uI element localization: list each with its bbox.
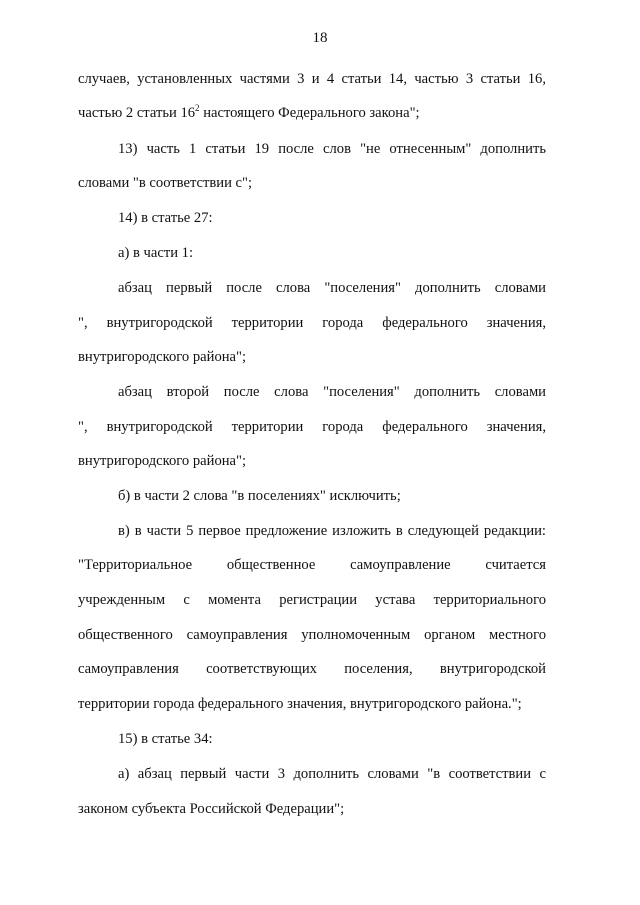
superscript: 2 (195, 103, 200, 114)
text-line: "Территориальное общественное самоуправление считается (78, 557, 546, 573)
text-line: 14) в статье 27: (118, 210, 213, 226)
text-line: абзац первый после слова "поселения" дополнить словами (118, 280, 546, 296)
text-line: случаев, установленных частями 3 и 4 статьи 14, частью 3 статьи 16, (78, 71, 546, 87)
text-line: общественного самоуправления уполномоченным органом местного (78, 627, 546, 643)
text-line: внутригородского района"; (78, 349, 247, 365)
text-line: б) в части 2 слова "в поселениях" исключить; (118, 488, 401, 504)
text-line: законом субъекта Российской Федерации"; (78, 801, 345, 817)
text-line: ", внутригородской территории города федерального значения, (78, 315, 546, 331)
text-line: территории города федерального значения, внутригородского района."; (78, 696, 522, 712)
text-line-part: настоящего Федерального закона"; (199, 105, 420, 121)
text-line: учрежденным с момента регистрации устава территориального (78, 592, 546, 608)
text-line: в) в части 5 первое предложение изложить в следующей редакции: (118, 523, 546, 539)
text-line: а) в части 1: (118, 245, 194, 261)
text-line (78, 104, 546, 122)
text-line: а) абзац первый части 3 дополнить словами "в соответствии с (118, 766, 546, 782)
text-line: 15) в статье 34: (118, 731, 213, 747)
text-line: абзац второй после слова "поселения" дополнить словами (118, 384, 546, 400)
page-number: 18 (312, 30, 328, 46)
text-line: самоуправления соответствующих поселения, внутригородской (78, 661, 546, 677)
text-line: внутригородского района"; (78, 453, 247, 469)
text-line: словами "в соответствии с"; (78, 175, 253, 191)
text-line-part: частью 2 статьи 16 (78, 105, 196, 121)
text-line: ", внутригородской территории города федерального значения, (78, 419, 546, 435)
text-line: 13) часть 1 статьи 19 после слов "не отнесенным" дополнить (118, 141, 546, 157)
